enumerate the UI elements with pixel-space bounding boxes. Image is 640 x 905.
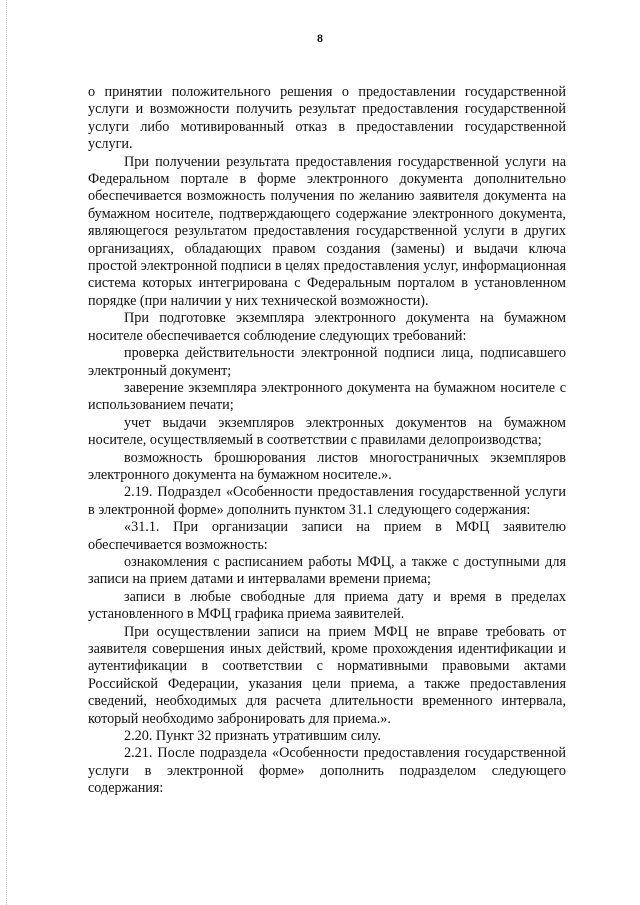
paragraph-electronic-result: При получении результата предоставления государственной услуги на Федеральном портале в форме электронного документа дополнительно обеспечивается возможность получения по желанию заявителя документа на бумажном носителе, подтверждающего содержание электронного документа, являющегося результатом предоставления государственной услуги в других организациях, обладающих правом создания (замены) и выдачи ключа простой электронной подписи в целях предоставления услуг, информационная система которых интегрирована с Федеральным порталом в установленном порядке (при наличии у них технической возможности). — [88, 153, 566, 309]
paragraph-schedule-access: ознакомления с расписанием работы МФЦ, а также с доступными для записи на прием датами и интервалами времени приема; — [88, 553, 566, 588]
document-body — [88, 84, 566, 798]
scan-edge-line — [6, 0, 8, 905]
paragraph-2-21: 2.21. После подраздела «Особенности предоставления государственной услуги в электронной форме» дополнить подразделом следующего содержания: — [88, 745, 566, 797]
paragraph-31-1: «31.1. При организации записи на прием в МФЦ заявителю обеспечивается возможность: — [88, 519, 566, 553]
page-number: 8 — [317, 31, 323, 45]
paragraph-booking-restrictions: При осуществлении записи на прием МФЦ не вправе требовать от заявителя совершения иных действий, кроме прохождения идентификации и аутентификации в соответствии с нормативными правовыми актами Российской Федерации, указания цели приема, а также предоставления сведений, необходимых для расчета длительности временного интервала, который необходимо забронировать для приема.». — [88, 623, 566, 727]
paragraph-2-20: 2.20. Пункт 32 признать утратившим силу. — [124, 728, 381, 745]
requirement-stamp-certification: заверение экземпляра электронного документа на бумажном носителе с использованием печати; — [88, 379, 566, 414]
paragraph-2-19: 2.19. Подраздел «Особенности предоставления государственной услуги в электронной форме» дополнить пунктом 31.1 следующего содержания: — [88, 484, 566, 518]
requirement-binding: возможность брошюрования листов многостраничных экземпляров электронного документа на бумажном носителе.». — [88, 449, 566, 483]
requirement-signature-check: проверка действительности электронной подписи лица, подписавшего электронный документ; — [88, 345, 566, 379]
requirement-issue-accounting: учет выдачи экземпляров электронных документов на бумажном носителе, осуществляемый в соответствии с правилами делопроизводства; — [88, 414, 566, 449]
paragraph-free-slot-booking: записи в любые свободные для приема дату и время в пределах установленного в МФЦ графика приема заявителей. — [88, 588, 566, 623]
paragraph-paper-copy-requirements: При подготовке экземпляра электронного документа на бумажном носителе обеспечивается соблюдение следующих требований: — [88, 310, 566, 344]
paragraph-continuation: о принятии положительного решения о предоставлении государственной услуги и возможности получить результат предоставления государственной услуги либо мотивированный отказ в предоставлении государственной услуги. — [88, 84, 566, 153]
